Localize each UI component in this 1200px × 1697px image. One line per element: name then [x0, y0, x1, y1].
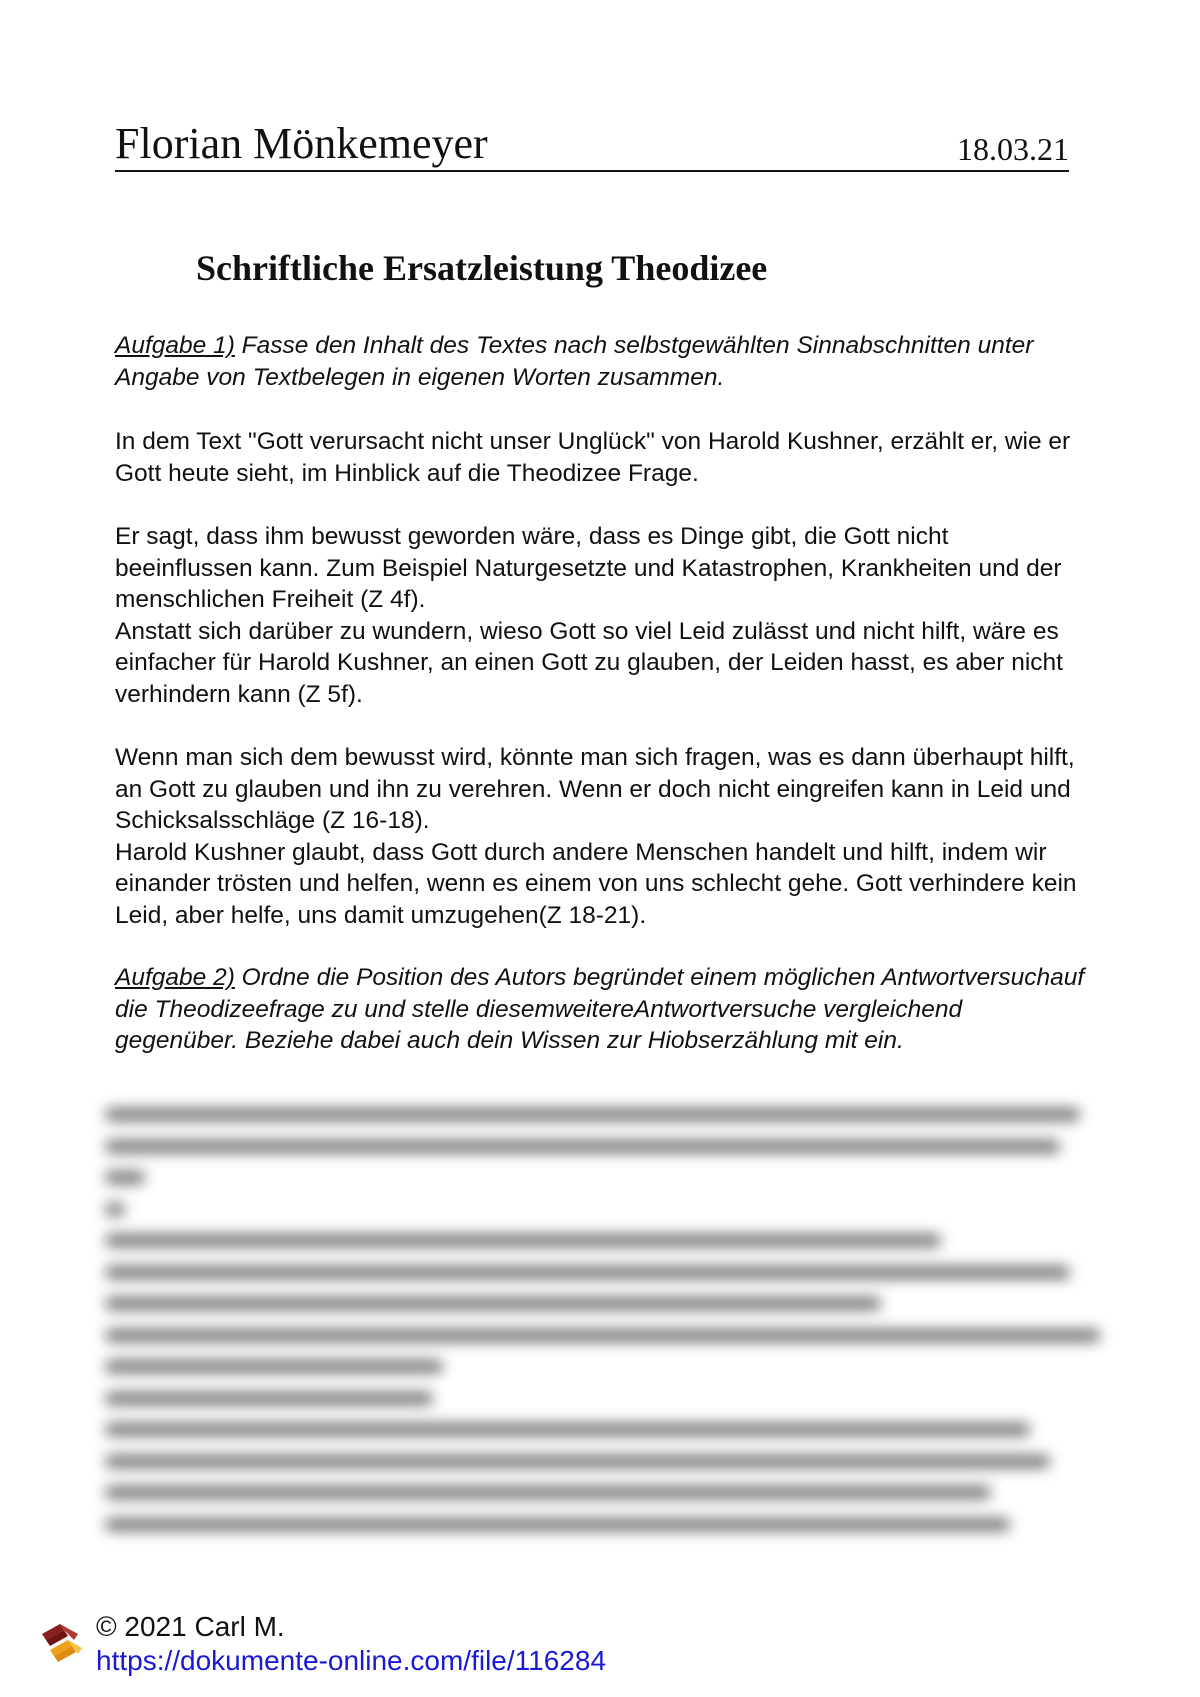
task-1-label: Aufgabe 1)	[115, 332, 235, 359]
paragraph-block-3	[115, 742, 1085, 931]
dokumente-online-logo-icon	[38, 1620, 86, 1668]
paragraph: Wenn man sich dem bewusst wird, könnte man sich fragen, was es dann überhaupt hilft, an Gott zu glauben und ihn zu verehren. Wenn er doch nicht eingreifen kann in Leid und Schicksalsschläge (Z 16-18).	[115, 744, 1075, 834]
document-header	[115, 118, 1069, 172]
task-1	[115, 330, 1085, 393]
paragraph-block-2	[115, 521, 1085, 710]
paragraph: Harold Kushner glaubt, dass Gott durch andere Menschen handelt und hilft, indem wir einander trösten und helfen, wenn es einem von uns schlecht gehe. Gott verhindere kein Leid, aber helfe, uns damit umzugehen(Z 18-21).	[115, 838, 1077, 929]
paragraph: Er sagt, dass ihm bewusst geworden wäre, dass es Dinge gibt, die Gott nicht beeinflussen kann. Zum Beispiel Naturgesetzte und Katastrophen, Krankheiten und der menschlichen Freiheit (Z 4f).	[115, 523, 1062, 613]
paragraph-intro	[115, 426, 1085, 489]
task-2-label: Aufgabe 2)	[115, 964, 235, 991]
task-1-text: Fasse den Inhalt des Textes nach selbstgewählten Sinnabschnitten unter Angabe von Textbelegen in eigenen Worten zusammen.	[115, 332, 1034, 391]
copyright-text: © 2021 Carl M.	[96, 1611, 285, 1642]
paragraph: Anstatt sich darüber zu wundern, wieso Gott so viel Leid zulässt und nicht hilft, wäre es einfacher für Harold Kushner, an einen Gott zu glauben, der Leiden hasst, es aber nicht verhindern kann (Z 5f).	[115, 617, 1063, 708]
source-link[interactable]: https://dokumente-online.com/file/116284	[96, 1645, 607, 1676]
page-title: Schriftliche Ersatzleistung Theodizee	[196, 248, 768, 288]
paragraph: In dem Text "Gott verursacht nicht unser Unglück" von Harold Kushner, erzählt er, wie er Gott heute sieht, im Hinblick auf die Theodizee Frage.	[115, 428, 1071, 487]
footer	[38, 1610, 838, 1685]
task-2-text: Ordne die Position des Autors begründet einem möglichen Antwortversuchauf die Theodizeefrage zu und stelle diesemweitereAntwortversuche vergleichend gegenüber. Beziehe dabei auch dein Wissen zur Hiobserzählung mit ein.	[115, 964, 1085, 1054]
task-2	[115, 962, 1085, 1057]
document-date: 18.03.21	[957, 131, 1069, 167]
blurred-preview-text	[105, 1108, 1100, 1588]
author-name: Florian Mönkemeyer	[115, 119, 488, 168]
